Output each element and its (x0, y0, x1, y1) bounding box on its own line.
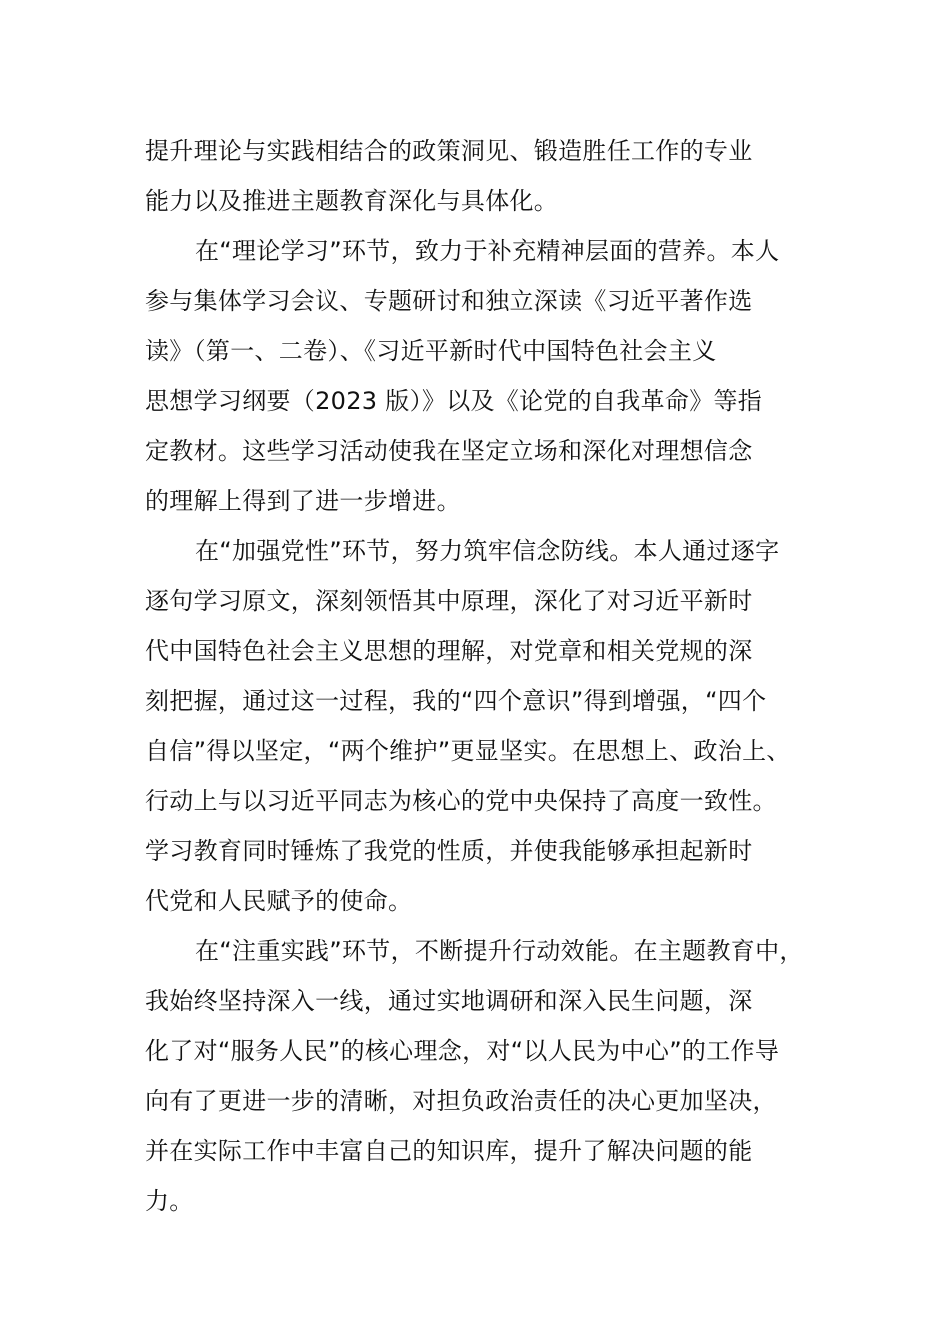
text-line: 我始终坚持深入一线，通过实地调研和深入民生问题，深 (145, 987, 753, 1015)
text-line: 思想学习纲要（2023 版）》以及《论党的自我革命》等指 (145, 387, 763, 415)
text-line: 学习教育同时锤炼了我党的性质，并使我能够承担起新时 (145, 837, 753, 865)
text-line: 并在实际工作中丰富自己的知识库，提升了解决问题的能 (145, 1137, 753, 1165)
paragraph-3 (145, 526, 825, 926)
text-line: 定教材。这些学习活动使我在坚定立场和深化对理想信念 (145, 437, 753, 465)
paragraph-4 (145, 926, 825, 1226)
text-line: 行动上与以习近平同志为核心的党中央保持了高度一致性。 (145, 787, 777, 815)
text-line: 能力以及推进主题教育深化与具体化。 (145, 187, 559, 215)
text-line: 化了对“服务人民”的核心理念，对“以人民为中心”的工作导 (145, 1037, 780, 1065)
text-line: 提升理论与实践相结合的政策洞见、锻造胜任工作的专业 (145, 137, 753, 165)
text-line: 代中国特色社会主义思想的理解，对党章和相关党规的深 (145, 637, 753, 665)
text-line: 逐句学习原文，深刻领悟其中原理，深化了对习近平新时 (145, 587, 753, 615)
text-line: 在“理论学习”环节，致力于补充精神层面的营养。本人 (195, 237, 780, 265)
text-line: 向有了更进一步的清晰，对担负政治责任的决心更加坚决， (145, 1087, 777, 1115)
text-line: 在“加强党性”环节，努力筑牢信念防线。本人通过逐字 (195, 537, 780, 565)
text-line: 力。 (145, 1187, 194, 1215)
paragraph-1 (145, 126, 825, 226)
text-line: 的理解上得到了进一步增进。 (145, 487, 461, 515)
text-line: 自信”得以坚定，“两个维护”更显坚实。在思想上、政治上、 (145, 737, 791, 765)
text-line: 刻把握，通过这一过程，我的“四个意识”得到增强，“四个 (145, 687, 767, 715)
text-line: 参与集体学习会议、专题研讨和独立深读《习近平著作选 (145, 287, 753, 315)
text-line: 代党和人民赋予的使命。 (145, 887, 413, 915)
text-line: 在“注重实践”环节，不断提升行动效能。在主题教育中， (195, 937, 804, 965)
text-line: 读》（第一、二卷）、《习近平新时代中国特色社会主义 (145, 337, 717, 365)
paragraph-2 (145, 226, 825, 526)
document-body (145, 126, 825, 1226)
